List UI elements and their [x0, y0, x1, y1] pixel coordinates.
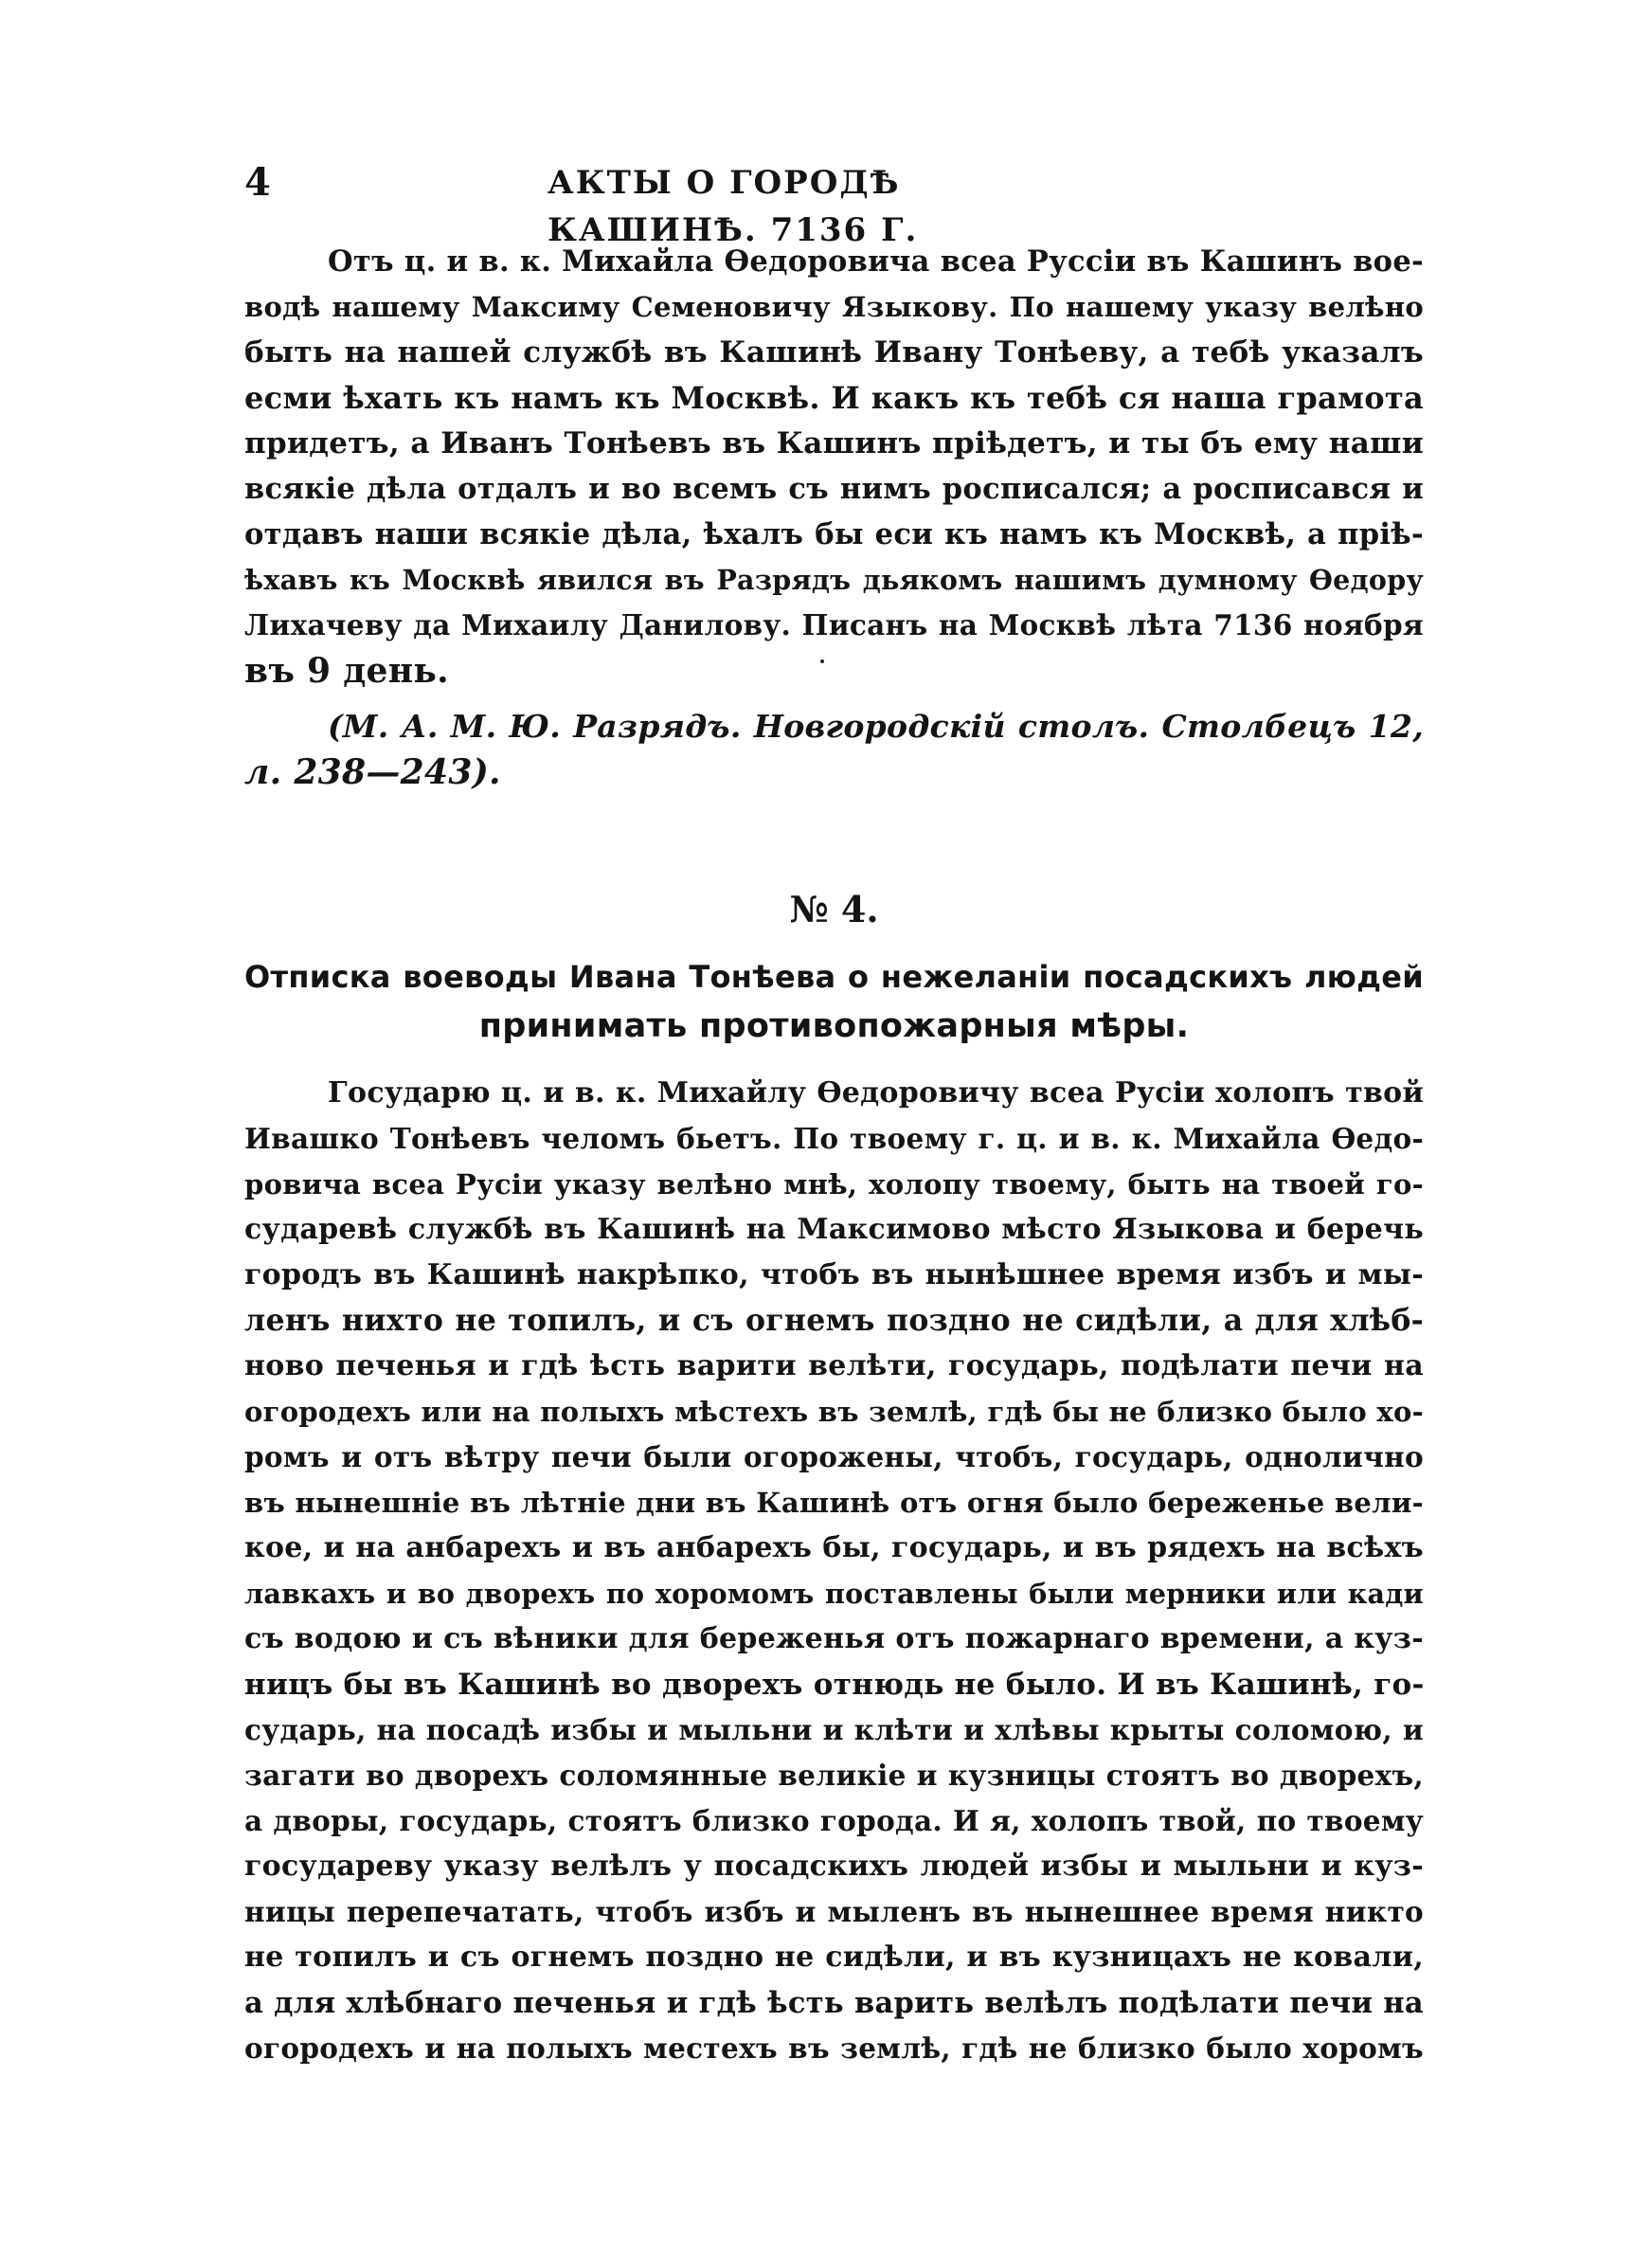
- paragraph-line: всякіе дѣла отдалъ и во всемъ съ нимъ росписался; а росписався и: [244, 472, 1424, 506]
- paragraph-line: ѣхавъ къ Москвѣ явился въ Разрядъ дьякомъ нашимъ думному Өедору: [244, 564, 1424, 596]
- title-line: Отписка воеводы Ивана Тонѣева о нежеланіи посадскихъ людей: [244, 959, 1424, 995]
- paragraph-line: отдавъ наши всякіе дѣла, ѣхалъ бы еси къ намъ къ Москвѣ, а пріѣ-: [244, 517, 1424, 551]
- paragraph-line: ромъ и отъ вѣтру печи были огорожены, чтобъ, государь, однолично: [244, 1440, 1424, 1473]
- citation-line: л. 238—243).: [244, 752, 501, 792]
- paragraph-line: огородехъ и на полыхъ местехъ въ землѣ, гдѣ не близко было хоромъ: [244, 2031, 1424, 2065]
- document-title: [244, 952, 1424, 1051]
- print-speck: [820, 659, 824, 663]
- paragraph-line: есми ѣхать къ намъ къ Москвѣ. И какъ къ тебѣ ся наша грамота: [244, 380, 1424, 416]
- citation-line: (М. А. М. Ю. Разрядъ. Новгородскій столъ. Столбецъ 12,: [328, 708, 1424, 745]
- paragraph-line: сударевѣ службѣ въ Кашинѣ на Максимово мѣсто Языкова и беречь: [244, 1213, 1424, 1246]
- title-line: принимать противопожарныя мѣры.: [478, 1007, 1190, 1045]
- source-citation: [244, 704, 1424, 795]
- paragraph-line: а дворы, государь, стоятъ близко города. И я, холопъ твой, по твоему: [244, 1804, 1424, 1837]
- paragraph-line: водѣ нашему Максиму Семеновичу Языкову. По нашему указу велѣно: [244, 291, 1424, 323]
- paragraph-line: лавкахъ и во дворехъ по хоромомъ поставлены были мерники или кади: [244, 1578, 1424, 1610]
- paragraph-line: Лихачеву да Михаилу Данилову. Писанъ на Москвѣ лѣта 7136 ноября: [244, 608, 1424, 641]
- paragraph-line: а для хлѣбнаго печенья и гдѣ ѣсть варить велѣлъ подѣлати печи на: [244, 1986, 1424, 2020]
- paragraph-line: въ нынешніе въ лѣтніе дни въ Кашинѣ отъ огня было береженье вели-: [244, 1487, 1424, 1519]
- document-3-body: [244, 239, 1424, 694]
- paragraph-line: быть на нашей службѣ въ Кашинѣ Ивану Тонѣеву, а тебѣ указалъ: [244, 335, 1424, 370]
- paragraph-line: ново печенья и гдѣ ѣсть варити велѣти, государь, подѣлати печи на: [244, 1349, 1424, 1382]
- paragraph-line: государеву указу велѣлъ у посадскихъ людей избы и мыльни и куз-: [244, 1850, 1424, 1883]
- running-title: АКТЫ О ГОРОДѢ КАШИНѢ. 7136 Г.: [548, 164, 919, 249]
- page-number: 4: [244, 160, 271, 205]
- paragraph-line: съ водою и съ вѣники для береженья отъ пожарнаго времени, а куз-: [244, 1622, 1424, 1655]
- document-4-body: [244, 1071, 1424, 2071]
- paragraph-line: ницы перепечатать, чтобъ избъ и мыленъ въ нынешнее время никто: [244, 1895, 1424, 1928]
- paragraph-line: въ 9 день.: [244, 651, 449, 691]
- paragraph-line: ницъ бы въ Кашинѣ во дворехъ отнюдь не было. И въ Кашинѣ, го-: [244, 1668, 1425, 1702]
- paragraph-line: придетъ, а Иванъ Тонѣевъ въ Кашинъ пріѣдетъ, и ты бъ ему наши: [244, 426, 1424, 460]
- running-head: [244, 159, 1097, 249]
- paragraph-line: огородехъ или на полыхъ мѣстехъ въ землѣ, гдѣ бы не близко было хо-: [244, 1396, 1424, 1428]
- paragraph-line: Отъ ц. и в. к. Михайла Өедоровича всеа Руссіи въ Кашинъ вое-: [328, 244, 1424, 279]
- paragraph-line: ровича всеа Русіи указу велѣно мнѣ, холопу твоему, быть на твоей го-: [244, 1168, 1424, 1201]
- paragraph-line: городъ въ Кашинѣ накрѣпко, чтобъ въ нынѣшнее время избъ и мы-: [244, 1258, 1424, 1291]
- paragraph-line: Государю ц. и в. к. Михайлу Өедоровичу всеа Русіи холопъ твой: [328, 1076, 1424, 1110]
- paragraph-line: Ивашко Тонѣевъ челомъ бьетъ. По твоему г. ц. и в. к. Михайла Өедо-: [244, 1122, 1424, 1155]
- paragraph-line: сударь, на посадѣ избы и мыльни и клѣти и хлѣвы крыты соломою, и: [244, 1713, 1424, 1746]
- paragraph-line: загати во дворехъ соломянные великіе и кузницы стоятъ во дворехъ,: [244, 1759, 1424, 1792]
- paragraph-line: не топилъ и съ огнемъ поздно не сидѣли, и въ кузницахъ не ковали,: [244, 1941, 1424, 1974]
- paragraph-line: ленъ нихто не топилъ, и съ огнемъ поздно не сидѣли, а для хлѣб-: [244, 1303, 1424, 1338]
- paragraph-line: кое, и на анбарехъ и въ анбарехъ бы, государь, и въ рядехъ на всѣхъ: [244, 1531, 1424, 1564]
- document-number: № 4.: [789, 888, 879, 930]
